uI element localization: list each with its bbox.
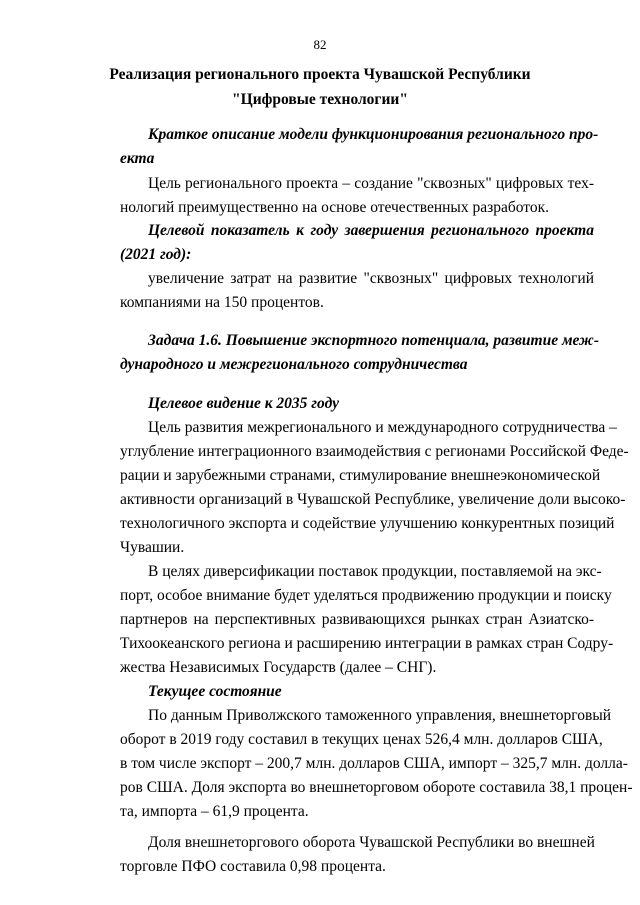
vision-p1-line-5: технологичного экспорта и содействие улучшению конкурентных позиций <box>120 515 615 532</box>
vision-p1-line-1: Цель развития межрегионального и международного сотрудничества – <box>148 419 617 436</box>
section2-text-line-2: компаниями на 150 процентов. <box>120 294 324 311</box>
current-p1-line-5: та, импорта – 61,9 процента. <box>120 803 309 820</box>
vision-p2-line-1: В целях диверсификации поставок продукции, поставляемой на экс- <box>148 563 602 580</box>
vision-p2-line-2: порт, особое внимание будет уделяться продвижению продукции и поиску <box>120 587 612 604</box>
section1-heading-line-2: екта <box>120 150 155 167</box>
section2-text-line-1: увеличение затрат на развитие "сквозных" цифровых технологий <box>148 270 594 287</box>
task-heading-line-1: Задача 1.6. Повышение экспортного потенциала, развитие меж- <box>148 332 599 349</box>
current-p1-line-3: в том числе экспорт – 200,7 млн. долларов США, импорт – 325,7 млн. долла- <box>120 755 628 772</box>
vision-p1-line-6: Чувашии. <box>120 539 185 556</box>
document-title <box>80 62 560 112</box>
task-heading-line-2: дународного и межрегионального сотрудничества <box>120 356 468 373</box>
page-number: 82 <box>313 37 327 52</box>
vision-p2-line-4: Тихоокеанского региона и расширению интеграции в рамках стран Содру- <box>120 635 614 652</box>
current-heading: Текущее состояние <box>148 683 282 700</box>
section1-text-line-1: Цель регионального проекта – создание "сквозных" цифровых тех- <box>148 175 594 192</box>
title-line-2: "Цифровые технологии" <box>232 91 408 108</box>
section1-text-line-2: нологий преимущественно на основе отечественных разработок. <box>120 199 549 216</box>
current-p2-line-1: Доля внешнеторгового оборота Чувашской Республики во внешней <box>148 834 595 851</box>
section1-heading-line-1: Краткое описание модели функционирования регионального про- <box>148 126 599 143</box>
current-p2-line-2: торговле ПФО составила 0,98 процента. <box>120 858 386 875</box>
section2-heading-line-2: (2021 год): <box>120 246 192 263</box>
vision-p2-line-3: партнеров на перспективных развивающихся рынках стран Азиатско- <box>120 611 594 628</box>
vision-heading: Целевое видение к 2035 году <box>148 395 339 412</box>
vision-p1-line-3: рации и зарубежными странами, стимулирование внешнеэкономической <box>120 467 601 484</box>
vision-p2-line-5: жества Независимых Государств (далее – СНГ). <box>120 659 437 676</box>
title-line-1: Реализация регионального проекта Чувашской Республики <box>109 66 531 83</box>
current-p1-line-1: По данным Приволжского таможенного управления, внешнеторговый <box>148 707 612 724</box>
current-p1-line-2: оборот в 2019 году составил в текущих ценах 526,4 млн. долларов США, <box>120 731 603 748</box>
vision-p1-line-2: углубление интеграционного взаимодействия с регионами Российской Феде- <box>120 443 629 460</box>
current-p1-line-4: ров США. Доля экспорта во внешнеторговом обороте составила 38,1 процен- <box>120 779 633 796</box>
vision-p1-line-4: активности организаций в Чувашской Республике, увеличение доли высоко- <box>120 491 626 508</box>
section2-heading-line-1: Целевой показатель к году завершения регионального проекта <box>148 222 594 239</box>
